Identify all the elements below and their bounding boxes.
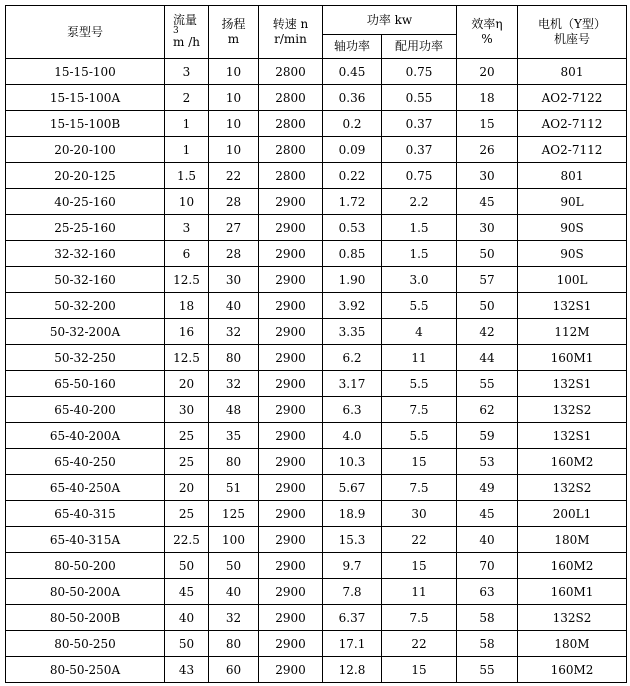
cell-motor-frame: AO2-7112 (518, 111, 627, 137)
cell-model: 20-20-125 (6, 163, 165, 189)
cell-model: 80-50-200 (6, 553, 165, 579)
cell-motor-frame: 801 (518, 59, 627, 85)
table-row (6, 137, 627, 163)
cell-speed: 2900 (259, 631, 323, 657)
cell-model: 65-40-250A (6, 475, 165, 501)
cell-matched-power: 4 (382, 319, 457, 345)
cell-head: 30 (209, 267, 259, 293)
cell-flow: 1.5 (165, 163, 209, 189)
table-row (6, 475, 627, 501)
cell-efficiency: 45 (457, 501, 518, 527)
cell-shaft-power: 4.0 (323, 423, 382, 449)
cell-efficiency: 63 (457, 579, 518, 605)
cell-model: 40-25-160 (6, 189, 165, 215)
table-row (6, 605, 627, 631)
table-row (6, 371, 627, 397)
table-row (6, 579, 627, 605)
cell-flow: 12.5 (165, 267, 209, 293)
table-row (6, 345, 627, 371)
cell-matched-power: 1.5 (382, 241, 457, 267)
table-row (6, 501, 627, 527)
table-row (6, 241, 627, 267)
cell-matched-power: 0.75 (382, 163, 457, 189)
cell-efficiency: 20 (457, 59, 518, 85)
cell-matched-power: 22 (382, 527, 457, 553)
cell-flow: 22.5 (165, 527, 209, 553)
cell-matched-power: 15 (382, 657, 457, 683)
cell-flow: 50 (165, 553, 209, 579)
cell-speed: 2900 (259, 605, 323, 631)
cell-efficiency: 57 (457, 267, 518, 293)
cell-head: 32 (209, 371, 259, 397)
cell-matched-power: 15 (382, 449, 457, 475)
cell-flow: 3 (165, 59, 209, 85)
header-flow (165, 6, 209, 59)
cell-shaft-power: 15.3 (323, 527, 382, 553)
cell-motor-frame: 90S (518, 215, 627, 241)
table-body (6, 59, 627, 683)
cell-head: 40 (209, 579, 259, 605)
cell-head: 27 (209, 215, 259, 241)
cell-model: 50-32-250 (6, 345, 165, 371)
header-head-unit: m (227, 32, 240, 46)
cell-speed: 2900 (259, 345, 323, 371)
cell-shaft-power: 1.72 (323, 189, 382, 215)
cell-efficiency: 70 (457, 553, 518, 579)
cell-motor-frame: 132S2 (518, 397, 627, 423)
cell-matched-power: 1.5 (382, 215, 457, 241)
cell-motor-frame: AO2-7112 (518, 137, 627, 163)
cell-motor-frame: 90L (518, 189, 627, 215)
cell-model: 15-15-100 (6, 59, 165, 85)
cell-matched-power: 22 (382, 631, 457, 657)
cell-model: 65-40-200A (6, 423, 165, 449)
cell-model: 50-32-200A (6, 319, 165, 345)
cell-flow: 40 (165, 605, 209, 631)
cell-head: 10 (209, 137, 259, 163)
cell-shaft-power: 6.2 (323, 345, 382, 371)
cell-speed: 2900 (259, 267, 323, 293)
header-shaft-power: 轴功率 (323, 35, 382, 59)
cell-speed: 2900 (259, 397, 323, 423)
cell-efficiency: 18 (457, 85, 518, 111)
cell-matched-power: 11 (382, 579, 457, 605)
table-row (6, 423, 627, 449)
cell-shaft-power: 7.8 (323, 579, 382, 605)
cell-speed: 2900 (259, 579, 323, 605)
cell-flow: 45 (165, 579, 209, 605)
cell-head: 60 (209, 657, 259, 683)
cell-flow: 12.5 (165, 345, 209, 371)
cell-model: 80-50-200B (6, 605, 165, 631)
table-row (6, 449, 627, 475)
cell-head: 51 (209, 475, 259, 501)
table-row (6, 631, 627, 657)
cell-head: 80 (209, 345, 259, 371)
cell-model: 32-32-160 (6, 241, 165, 267)
header-head-label: 扬程 (221, 17, 246, 31)
cell-efficiency: 50 (457, 241, 518, 267)
cell-matched-power: 7.5 (382, 475, 457, 501)
table-row (6, 397, 627, 423)
cell-efficiency: 44 (457, 345, 518, 371)
cell-speed: 2900 (259, 215, 323, 241)
cell-head: 35 (209, 423, 259, 449)
header-motor-sub: 机座号 (553, 32, 590, 46)
cell-efficiency: 50 (457, 293, 518, 319)
header-efficiency-unit: % (481, 32, 493, 46)
cell-flow: 25 (165, 449, 209, 475)
cell-head: 80 (209, 631, 259, 657)
cell-shaft-power: 0.36 (323, 85, 382, 111)
cell-motor-frame: 132S2 (518, 475, 627, 501)
table-row (6, 111, 627, 137)
cell-speed: 2900 (259, 319, 323, 345)
cell-shaft-power: 0.22 (323, 163, 382, 189)
cell-shaft-power: 6.37 (323, 605, 382, 631)
cell-shaft-power: 17.1 (323, 631, 382, 657)
table-row (6, 657, 627, 683)
cell-matched-power: 15 (382, 553, 457, 579)
header-motor (518, 6, 627, 59)
cell-flow: 16 (165, 319, 209, 345)
cell-efficiency: 40 (457, 527, 518, 553)
header-power-group: 功率 kw (323, 6, 457, 35)
cell-shaft-power: 1.90 (323, 267, 382, 293)
cell-head: 10 (209, 85, 259, 111)
cell-flow: 1 (165, 111, 209, 137)
header-flow-label: 流量 (173, 12, 198, 27)
cell-shaft-power: 0.45 (323, 59, 382, 85)
cell-flow: 2 (165, 85, 209, 111)
cell-efficiency: 15 (457, 111, 518, 137)
cell-motor-frame: 801 (518, 163, 627, 189)
cell-speed: 2900 (259, 423, 323, 449)
cell-head: 22 (209, 163, 259, 189)
cell-efficiency: 30 (457, 215, 518, 241)
table-row (6, 267, 627, 293)
cell-flow: 18 (165, 293, 209, 319)
cell-motor-frame: 160M1 (518, 345, 627, 371)
cell-flow: 20 (165, 475, 209, 501)
cell-shaft-power: 3.35 (323, 319, 382, 345)
cell-model: 15-15-100B (6, 111, 165, 137)
cell-matched-power: 0.55 (382, 85, 457, 111)
cell-motor-frame: 100L (518, 267, 627, 293)
cell-model: 50-32-200 (6, 293, 165, 319)
cell-model: 65-40-315A (6, 527, 165, 553)
cell-speed: 2800 (259, 59, 323, 85)
cell-efficiency: 30 (457, 163, 518, 189)
cell-speed: 2800 (259, 163, 323, 189)
cell-model: 20-20-100 (6, 137, 165, 163)
cell-speed: 2800 (259, 137, 323, 163)
cell-model: 65-40-250 (6, 449, 165, 475)
cell-motor-frame: 132S1 (518, 371, 627, 397)
header-efficiency-label: 效率η (471, 17, 503, 31)
cell-motor-frame: 180M (518, 527, 627, 553)
cell-shaft-power: 10.3 (323, 449, 382, 475)
cell-shaft-power: 5.67 (323, 475, 382, 501)
cell-head: 10 (209, 111, 259, 137)
table-row (6, 553, 627, 579)
cell-speed: 2900 (259, 449, 323, 475)
cell-shaft-power: 3.17 (323, 371, 382, 397)
cell-efficiency: 45 (457, 189, 518, 215)
cell-flow: 3 (165, 215, 209, 241)
cell-model: 25-25-160 (6, 215, 165, 241)
cell-shaft-power: 0.53 (323, 215, 382, 241)
cell-motor-frame: 160M2 (518, 449, 627, 475)
cell-speed: 2900 (259, 241, 323, 267)
cell-shaft-power: 9.7 (323, 553, 382, 579)
cell-motor-frame: 132S1 (518, 423, 627, 449)
cell-matched-power: 5.5 (382, 423, 457, 449)
header-head (209, 6, 259, 59)
cell-model: 65-40-315 (6, 501, 165, 527)
table-row (6, 189, 627, 215)
cell-flow: 10 (165, 189, 209, 215)
table-row (6, 85, 627, 111)
cell-motor-frame: 180M (518, 631, 627, 657)
cell-shaft-power: 12.8 (323, 657, 382, 683)
header-flow-superscript: 3 (173, 25, 179, 36)
table-row (6, 163, 627, 189)
cell-efficiency: 58 (457, 631, 518, 657)
table-row (6, 527, 627, 553)
cell-head: 28 (209, 241, 259, 267)
cell-flow: 1 (165, 137, 209, 163)
header-model: 泵型号 (6, 6, 165, 59)
header-matched-power: 配用功率 (382, 35, 457, 59)
cell-motor-frame: 132S2 (518, 605, 627, 631)
cell-matched-power: 2.2 (382, 189, 457, 215)
cell-efficiency: 58 (457, 605, 518, 631)
cell-model: 50-32-160 (6, 267, 165, 293)
cell-flow: 25 (165, 501, 209, 527)
cell-motor-frame: 200L1 (518, 501, 627, 527)
cell-flow: 25 (165, 423, 209, 449)
cell-shaft-power: 0.2 (323, 111, 382, 137)
table-row (6, 59, 627, 85)
table-row (6, 293, 627, 319)
cell-matched-power: 5.5 (382, 371, 457, 397)
table-row (6, 319, 627, 345)
cell-matched-power: 5.5 (382, 293, 457, 319)
cell-flow: 43 (165, 657, 209, 683)
cell-matched-power: 0.75 (382, 59, 457, 85)
cell-speed: 2800 (259, 85, 323, 111)
cell-matched-power: 0.37 (382, 111, 457, 137)
header-speed-label: 转速 n (272, 17, 309, 31)
cell-efficiency: 53 (457, 449, 518, 475)
cell-head: 32 (209, 319, 259, 345)
cell-efficiency: 55 (457, 657, 518, 683)
cell-head: 10 (209, 59, 259, 85)
cell-head: 32 (209, 605, 259, 631)
cell-flow: 50 (165, 631, 209, 657)
cell-efficiency: 59 (457, 423, 518, 449)
cell-matched-power: 7.5 (382, 605, 457, 631)
cell-flow: 6 (165, 241, 209, 267)
cell-speed: 2900 (259, 189, 323, 215)
cell-model: 65-50-160 (6, 371, 165, 397)
cell-shaft-power: 18.9 (323, 501, 382, 527)
pump-spec-table (5, 5, 627, 683)
cell-speed: 2900 (259, 371, 323, 397)
cell-efficiency: 26 (457, 137, 518, 163)
cell-head: 48 (209, 397, 259, 423)
header-efficiency (457, 6, 518, 59)
header-speed-unit: r/min (274, 32, 307, 46)
cell-flow: 30 (165, 397, 209, 423)
cell-efficiency: 49 (457, 475, 518, 501)
cell-head: 125 (209, 501, 259, 527)
cell-model: 80-50-250A (6, 657, 165, 683)
cell-motor-frame: 132S1 (518, 293, 627, 319)
cell-matched-power: 7.5 (382, 397, 457, 423)
cell-head: 40 (209, 293, 259, 319)
cell-speed: 2900 (259, 657, 323, 683)
cell-flow: 20 (165, 371, 209, 397)
cell-efficiency: 62 (457, 397, 518, 423)
cell-speed: 2900 (259, 553, 323, 579)
cell-speed: 2900 (259, 293, 323, 319)
cell-motor-frame: 112M (518, 319, 627, 345)
cell-motor-frame: 160M2 (518, 657, 627, 683)
cell-speed: 2900 (259, 501, 323, 527)
header-motor-label: 电机（Y型） (538, 17, 606, 31)
cell-matched-power: 0.37 (382, 137, 457, 163)
cell-head: 50 (209, 553, 259, 579)
cell-efficiency: 55 (457, 371, 518, 397)
cell-shaft-power: 3.92 (323, 293, 382, 319)
cell-speed: 2900 (259, 527, 323, 553)
header-flow-unit: m /h (173, 34, 200, 49)
cell-head: 80 (209, 449, 259, 475)
cell-matched-power: 3.0 (382, 267, 457, 293)
cell-shaft-power: 6.3 (323, 397, 382, 423)
cell-shaft-power: 0.85 (323, 241, 382, 267)
cell-motor-frame: 160M2 (518, 553, 627, 579)
table-row (6, 215, 627, 241)
cell-shaft-power: 0.09 (323, 137, 382, 163)
cell-model: 80-50-250 (6, 631, 165, 657)
cell-motor-frame: 160M1 (518, 579, 627, 605)
header-speed (259, 6, 323, 59)
cell-model: 80-50-200A (6, 579, 165, 605)
cell-model: 65-40-200 (6, 397, 165, 423)
cell-speed: 2800 (259, 111, 323, 137)
cell-speed: 2900 (259, 475, 323, 501)
cell-efficiency: 42 (457, 319, 518, 345)
cell-motor-frame: 90S (518, 241, 627, 267)
cell-head: 100 (209, 527, 259, 553)
cell-matched-power: 30 (382, 501, 457, 527)
cell-matched-power: 11 (382, 345, 457, 371)
cell-head: 28 (209, 189, 259, 215)
cell-model: 15-15-100A (6, 85, 165, 111)
cell-motor-frame: AO2-7122 (518, 85, 627, 111)
